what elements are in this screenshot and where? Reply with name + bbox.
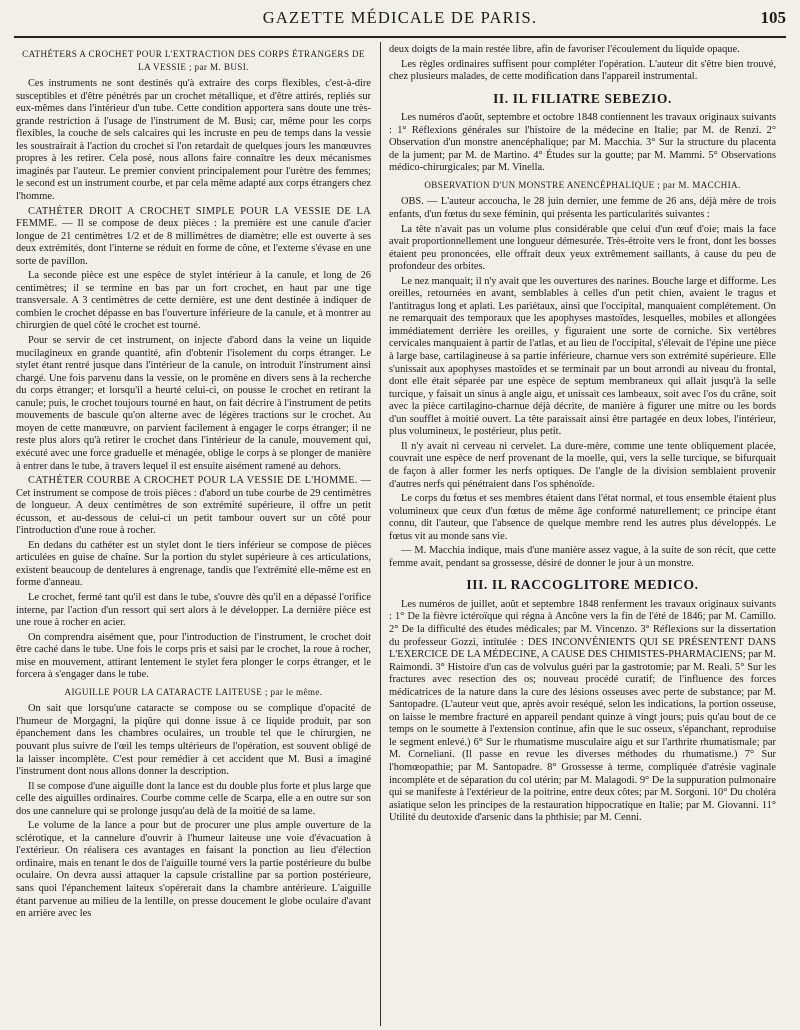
article-heading-needle: AIGUILLE POUR LA CATARACTE LAITEUSE ; par le même. [64,686,323,697]
running-title: GAZETTE MÉDICALE DE PARIS. [262,8,538,27]
paragraph-text: — Cet instrument se compose de trois pièces : d'abord un tube courbe de 29 centimètres de longueur. A deux centimètres de son extrémité supérieure, il offre un petit écusson, et au-dessous de celui-ci un petit tambour ouvert sur un côté pour l'introduction d'une roue à rocher. [16,475,371,537]
paragraph: Ces instruments ne sont destinés qu'à extraire des corps flexibles, c'est-à-dire susceptibles et d'être pénétrés par un crochet métallique, et d'être attirés, repliés sur eux-mêmes dans l'intérieur d'un tube. Cette condition apportera sans doute une très-grande restriction à l'usage de l'instrument de M. Busi; car, même pour les corps flexibles, la couche de sels calcaires qui les incruste en peu de temps dans la vessie les soustrairait à l'action du crochet si l'on retardait de quelques jours les manœuvres propres à les retirer. Cela posé, nous allons faire connaître les deux mécanismes imaginés par l'auteur. Le premier convient principalement pour l'urètre des femmes; le second est un instrument courbe, et par cela même adapté aux corps étrangers chez l'homme. [16,78,371,203]
paragraph: On sait que lorsqu'une cataracte se compose ou se complique d'opacité de l'humeur de Morgagni, la piqûre qui donne issue à ce liquide produit, par son épanchement dans les chambres oculaires, un trouble tel que le chirurgien, ne pouvant plus suivre de l'œil les temps ultérieurs de l'opération, est souvent obligé de la laisser incomplète. C'est pour remédier à cet accident que M. Busi a imaginé l'instrument dont nous allons donner la description. [16,703,371,778]
section-heading-filiatre: II. IL FILIATRE SEBEZIO. [493,90,672,106]
left-column [16,44,371,1026]
observation-heading: OBSERVATION D'UN MONSTRE ANENCÉPHALIQUE ; par M. MACCHIA. [424,179,741,190]
paragraph: Pour se servir de cet instrument, on injecte d'abord dans la veine un liquide mucilagineux en grande quantité, afin d'obtenir l'isolement du corps étranger. Le stylet étant rentré jusque dans l'intérieur de la canule, on introduit l'instrument ainsi chargé. Une fois parvenu dans la vessie, on le promène en divers sens à la recherche du corps étranger; et lorsqu'il a heurté celui-ci, on pousse le crochet en retirant la canule; puis, le crochet toujours tourné en haut, on fait décrire à l'instrument de petits mouvements de bascule qu'on alterne avec de légères tractions sur le crochet. Au moyen de cette manœuvre, on parvient facilement à engager le corps étranger; il ne reste plus alors qu'à retirer le crochet dans l'intérieur de la canule, mouvement qui, exécuté avec une force graduelle et ménagée, oblige le corps à se plonger de manière à entrer dans le tube, à travers lequel il est ensuite aisément ramené au dehors. [16,335,371,472]
paragraph: Il se compose d'une aiguille dont la lance est du double plus forte et plus large que celle des aiguilles ordinaires. Courbe comme celle de Scarpa, elle a en outre sur son dos une cannelure qui se prolonge jusqu'au delà de la moitié de sa lame. [16,780,371,817]
paragraph: La seconde pièce est une espèce de stylet intérieur à la canule, et long de 26 centimètres; il se termine en bas par un fort crochet, en haut par une tige transversale. A 3 centimètres de cette dernière, est une dent destinée à indiquer de combien le crochet dépasse en bas l'ouverture inférieure de la canule, et à montrer au chirurgien de quel côté le crochet est tourné. [16,270,371,332]
page-header [14,8,786,36]
paragraph: La tête n'avait pas un volume plus considérable que celui d'un œuf d'oie; mais la face avait proportionnellement une longueur démesurée. Très-étroite vers le front, dont les bosses étaient peu prononcées, elle offrait deux yeux extrêmement saillants, à cause du peu de profondeur des orbites. [389,223,776,273]
column-divider [380,42,381,1026]
paragraph: Les numéros de juillet, août et septembre 1848 renferment les travaux originaux suivants : 1° De la fièvre ictéroïque qui régna à Ancône vers la fin de l'été de 1846; par M. Camillo. 2° De la difficulté des études médicales; par M. Vincenzo. 3° Réflexions sur la dissertation du professeur Gozzi, intitulée : DES INCONVÉNIENTS QUI SE PRÉSENTENT DANS L'EXERCICE DE LA MÉDECINE, A CAUSE DES CHIMISTES-PHARMACIENS; par M. Raimondi. 3° Histoire d'un cas de volvulus guéri par la gastrotomie; par M. Reali. 5° Sur les fractures avec resection des os; nouveau procédé curatif; de l'influence des forces médicatrices de la nature dans la cure des lésions osseuses avec perte de substance; par M. Santopadre. (L'auteur veut que, après avoir reséqué, selon les indications, la portion osseuse, on laisse le membre fracturé en appareil pendant quinze à vingt jours; puis qu'au bout de ce temps on le soumette à l'extension continue, afin que le suc osseux, s'épanchant, reproduise le segment enlevé.) 6° Sur le rhumatisme musculaire aigu et sur l'arthrite rhumatismale; par M. Corneliani. (Il passe en revue les diverses méthodes du rhumatisme.) 7° Sur l'homœopathie; par M. Santopadre. 8° Grossesse à terme, compliquée d'atrésie vaginale incomplète et de séparation du col utérin; par M. Malagodi. 9° De la suppuration pulmonaire qui se manifeste à l'extérieur de la poitrine, entre deux côtes; par M. Sorgoni. 10° Du choléra asiatique selon les principes de la restauration hippocratique en Italie; par M. Giovanni. 11° Utilité du deutoxide d'arsenic dans la phthisie; par M. Cenni. [389,598,776,824]
paragraph: deux doigts de la main restée libre, afin de favoriser l'écoulement du liquide opaque. [389,44,740,55]
article-heading-catheters: CATHÉTERS A CROCHET POUR L'EXTRACTION DES CORPS ÉTRANGERS DE LA VESSIE ; par M. BUSI. [22,49,365,72]
paragraph: Le crochet, fermé tant qu'il est dans le tube, s'ouvre dès qu'il en a dépassé l'orifice interne, par l'action d'un ressort qui sert alors à le développer. La dernière pièce est une roue à rocher en acier. [16,591,371,629]
paragraph: On comprendra aisément que, pour l'introduction de l'instrument, le crochet doit être caché dans le tube. Une fois le corps pris et saisi par le crochet, la roue à rocher, mise en mouvement, attirant lentement le stylet fera plonger le corps étranger, et le forcera à s'engager dans le tube. [16,631,371,681]
paragraph: Les règles ordinaires suffisent pour compléter l'opération. L'auteur dit s'être bien trouvé, chez plusieurs malades, de cette modification dans l'appareil instrumental. [389,58,776,83]
paragraph: OBS. — L'auteur accoucha, le 28 juin dernier, une femme de 26 ans, déjà mère de trois enfants, d'un fœtus du sexe féminin, qui présenta les particularités suivantes : [389,196,776,221]
paragraph-text: — Il se compose de deux pièces : la première est une canule d'acier longue de 21 centimètres 1/2 et de 8 millimètres de diamètre; elle est ouverte à ses deux extrémités, dont l'interne se réduit en forme de cône, et l'externe s'évase en une sorte de pavillon. [16,218,371,267]
header-rule [14,36,786,38]
paragraph-lead: CATHÉTER COURBE A CROCHET POUR LA VESSIE DE L'HOMME. [28,475,358,487]
paragraph: En dedans du cathéter est un stylet dont le tiers inférieur se compose de pièces articulées en guise de chaîne. Sur la portion du stylet supérieure à ces articulations, existent beaucoup de dentelures à engrenage, tandis que l'extrémité elle-même est en forme d'anneau. [16,539,371,589]
paragraph: Le nez manquait; il n'y avait que les ouvertures des narines. Bouche large et difforme. Les oreilles, retournées en avant, semblables à celles d'un petit chien, avaient le tragus et l'antitragus long et aplati. Les pariétaux, ainsi que l'occipital, manquaient complétement. On ne remarquait des temporaux que les apophyses mastoïdes, lesquelles, mobiles et allongées immédiatement derrière les oreilles, y figuraient une sorte de corniche. Six vertèbres cervicales manquaient à partir de l'atlas, et au lieu de l'occipital, s'élevait de l'épine une pièce à large base, cartilagineuse à sa partie inférieure, charnue vers son extrémité supérieure. Elle s'unissait aux apophyses mastoïdes et se terminait par un bout arrondi au niveau du frontal, dont elle était séparée par une espèce de septum membraneux qui allait jusqu'à la selle turcique, y faisait un sinus à angle aigu, et unissait ces lambeaux, soit avec l'os du crâne, soit avec la pièce cartilagino-charnue déjà décrite, de manière à figurer une mitre ou les bords d'un soufflet à moitié ouvert. La tête paraissait ainsi être partagée en deux lobes, l'intérieur, plus volumineux, le postérieur, plus petit. [389,275,776,438]
right-column [389,44,776,1026]
paragraph-lead: CATHÉTER DROIT A CROCHET SIMPLE POUR LA VESSIE DE LA FEMME. [16,205,371,230]
page-number: 105 [760,8,786,27]
paragraph: Le volume de la lance a pour but de procurer une plus ample ouverture de la sclérotique, et la cannelure d'ouvrir à l'humeur laiteuse une voie d'évacuation à l'extérieur. On réalisera ces avantages en faisant la ponction au lieu d'élection ordinaire, mais en tenant le dos de l'aiguille tourné vers la partie postérieure du bulbe oculaire. On devra aussi attaquer la capsule cristalline par sa portion postérieure, sans quoi l'épanchement laiteux s'opérerait dans la chambre antérieure. L'aiguille étant parvenue au milieu de la lentille, on presse doucement le globe oculaire d'avant en arrière avec les [16,820,371,920]
paragraph: Les numéros d'août, septembre et octobre 1848 contiennent les travaux originaux suivants : 1° Réflexions générales sur l'histoire de la médecine en Italie; par M. de Renzi. 2° Observation d'un monstre anencéphalique; par M. Macchia. 3° Sur la structure du placenta de la jument; par M. de Martino. 4° Études sur la goutte; par M. Mammi. 5° Observations médico-chirurgicales; par M. Vinella. [389,112,776,174]
paragraph: — M. Macchia indique, mais d'une manière assez vague, à la suite de son récit, que cette femme avait, pendant sa grossesse, désiré de donner le jour à un monstre. [389,545,776,569]
section-heading-raccoglitore: III. IL RACCOGLITORE MEDICO. [466,577,699,593]
paragraph: Le corps du fœtus et ses membres étaient dans l'état normal, et tous ensemble étaient plus volumineux que ceux d'un fœtus de même âge conformé naturellement; ce principe étant connu, dit l'auteur, que l'absence de quelque membre rend les autres plus développés. Le fœtus vit au monde sans vie. [389,493,776,542]
paragraph [16,206,371,269]
paragraph: Il n'y avait ni cerveau ni cervelet. La dure-mère, comme une tente obliquement placée, couvrait une espèce de nerf provenant de la moelle, qui, vers la selle turcique, se bifurquait de façon à aller former les nerfs optiques. De l'angle de la division semblaient provenir d'autres nerfs qui pénétraient dans l'os sphénoïde. [389,440,776,490]
paragraph [16,475,371,538]
